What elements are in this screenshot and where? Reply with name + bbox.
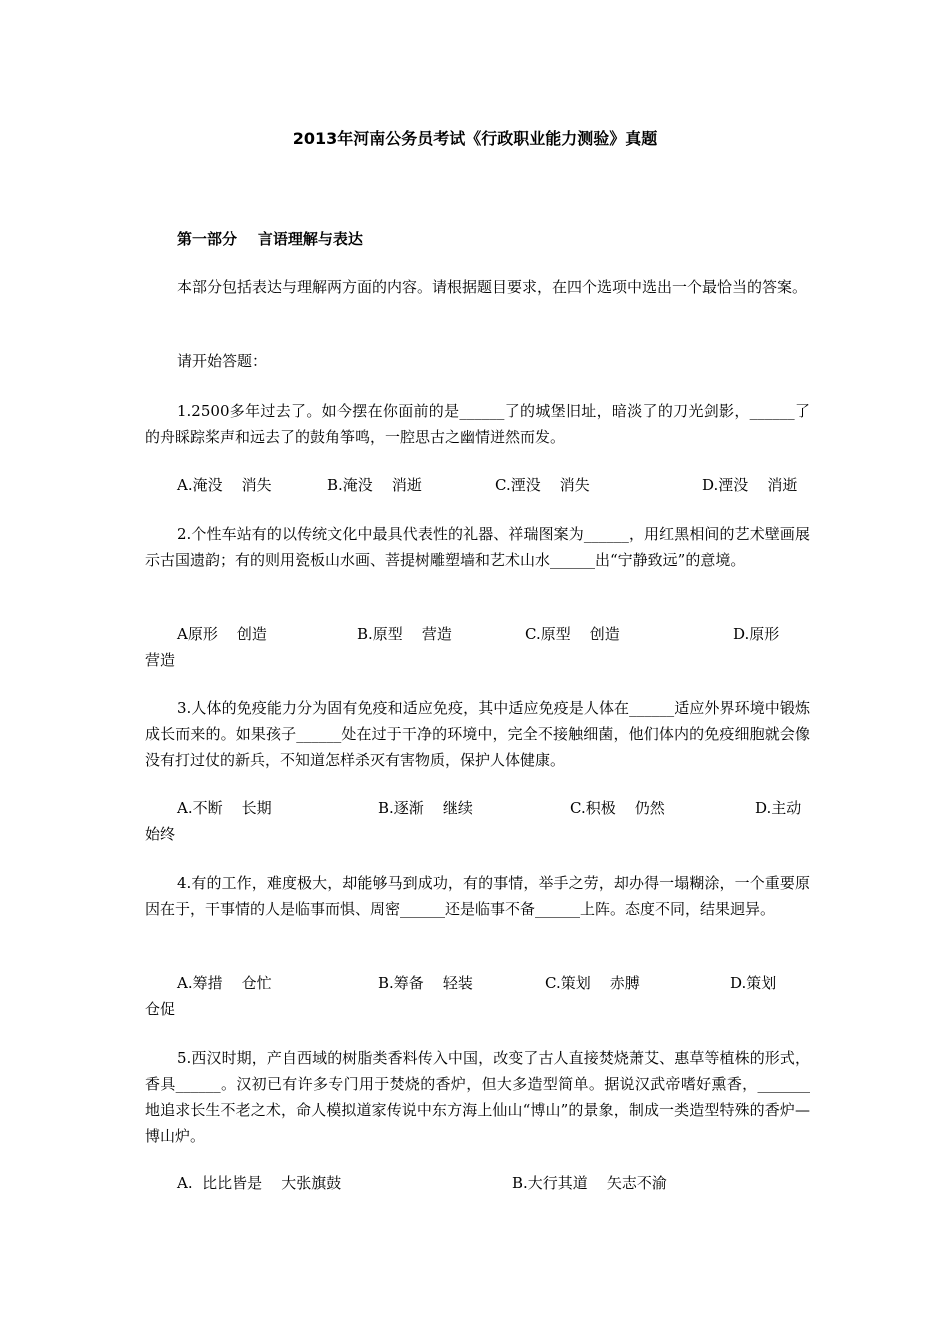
document-title: 2013年河南公务员考试《行政职业能力测验》真题	[292, 129, 658, 148]
option-d: D.策划	[730, 974, 777, 992]
option-c: C.积极 仍然	[570, 799, 665, 817]
question-2-options	[145, 621, 825, 673]
option-c: C.湮没 消失	[495, 476, 590, 494]
question-4-text: 4.有的工作，难度极大，却能够马到成功，有的事情，举手之劳，却办得一塌糊涂，一个重要原因在于，干事情的人是临事而惧、周密______还是临事不备______上阵。态度不同，结果迥异。	[145, 874, 810, 918]
option-c: C.原型 创造	[525, 625, 620, 643]
option-c: C.策划 赤膊	[545, 974, 640, 992]
option-d-continued: 仓促	[145, 1000, 176, 1018]
start-prompt: 请开始答题：	[177, 352, 268, 370]
option-b: B.淹没 消逝	[327, 476, 422, 494]
option-d: D.湮没 消逝	[702, 476, 798, 494]
option-a: A. 比比皆是 大张旗鼓	[177, 1174, 342, 1192]
option-a: A原形 创造	[177, 625, 267, 643]
option-a: A.不断 长期	[177, 799, 272, 817]
option-a: A.筹措 仓忙	[177, 974, 272, 992]
question-1-options	[145, 472, 825, 524]
question-5-options	[145, 1170, 825, 1222]
option-d: D.主动	[755, 799, 802, 817]
option-d-continued: 始终	[145, 825, 176, 843]
question-2-text: 2.个性车站有的以传统文化中最具代表性的礼器、祥瑞图案为______，用红黑相间的艺术壁画展示古国遗韵；有的则用瓷板山水画、菩提树雕塑墙和艺术山水______出“宁静致远”的意境。	[145, 525, 810, 569]
option-b: B.筹备 轻装	[378, 974, 473, 992]
option-b: B.逐渐 继续	[378, 799, 473, 817]
question-1-text: 1.2500多年过去了。如今摆在你面前的是______了的城堡旧址，暗淡了的刀光剑影，______了的舟睬踪桨声和远去了的鼓角筝鸣，一腔思古之幽情迸然而发。	[145, 402, 810, 446]
question-3-options	[145, 795, 825, 847]
option-b: B.大行其道 矢志不渝	[512, 1174, 667, 1192]
question-5-text: 5.西汉时期，产自西域的树脂类香料传入中国，改变了古人直接焚烧萧艾、惠草等植株的形式，香具______。汉初已有许多专门用于焚烧的香炉，但大多造型简单。据说汉武帝嗜好熏香，_______地追求长生不老之术，命人模拟道家传说中东方海上仙山“博山”的景象，制成一类造型特殊的香炉—博山炉。	[145, 1049, 810, 1145]
section-heading: 第一部分 言语理解与表达	[177, 230, 363, 248]
option-b: B.原型 营造	[357, 625, 452, 643]
option-d: D.原形	[733, 625, 780, 643]
intro-paragraph: 本部分包括表达与理解两方面的内容。请根据题目要求，在四个选项中选出一个最恰当的答案。	[177, 278, 808, 296]
question-3-text: 3.人体的免疫能力分为固有免疫和适应免疫，其中适应免疫是人体在______适应外界环境中锻炼成长而来的。如果孩子______处在过于干净的环境中，完全不接触细菌，他们体内的免疫细胞就会像没有打过仗的新兵，不知道怎样杀灭有害物质，保护人体健康。	[145, 699, 810, 769]
option-a: A.淹没 消失	[177, 476, 272, 494]
option-d-continued: 营造	[145, 651, 176, 669]
question-4-options	[145, 970, 825, 1022]
